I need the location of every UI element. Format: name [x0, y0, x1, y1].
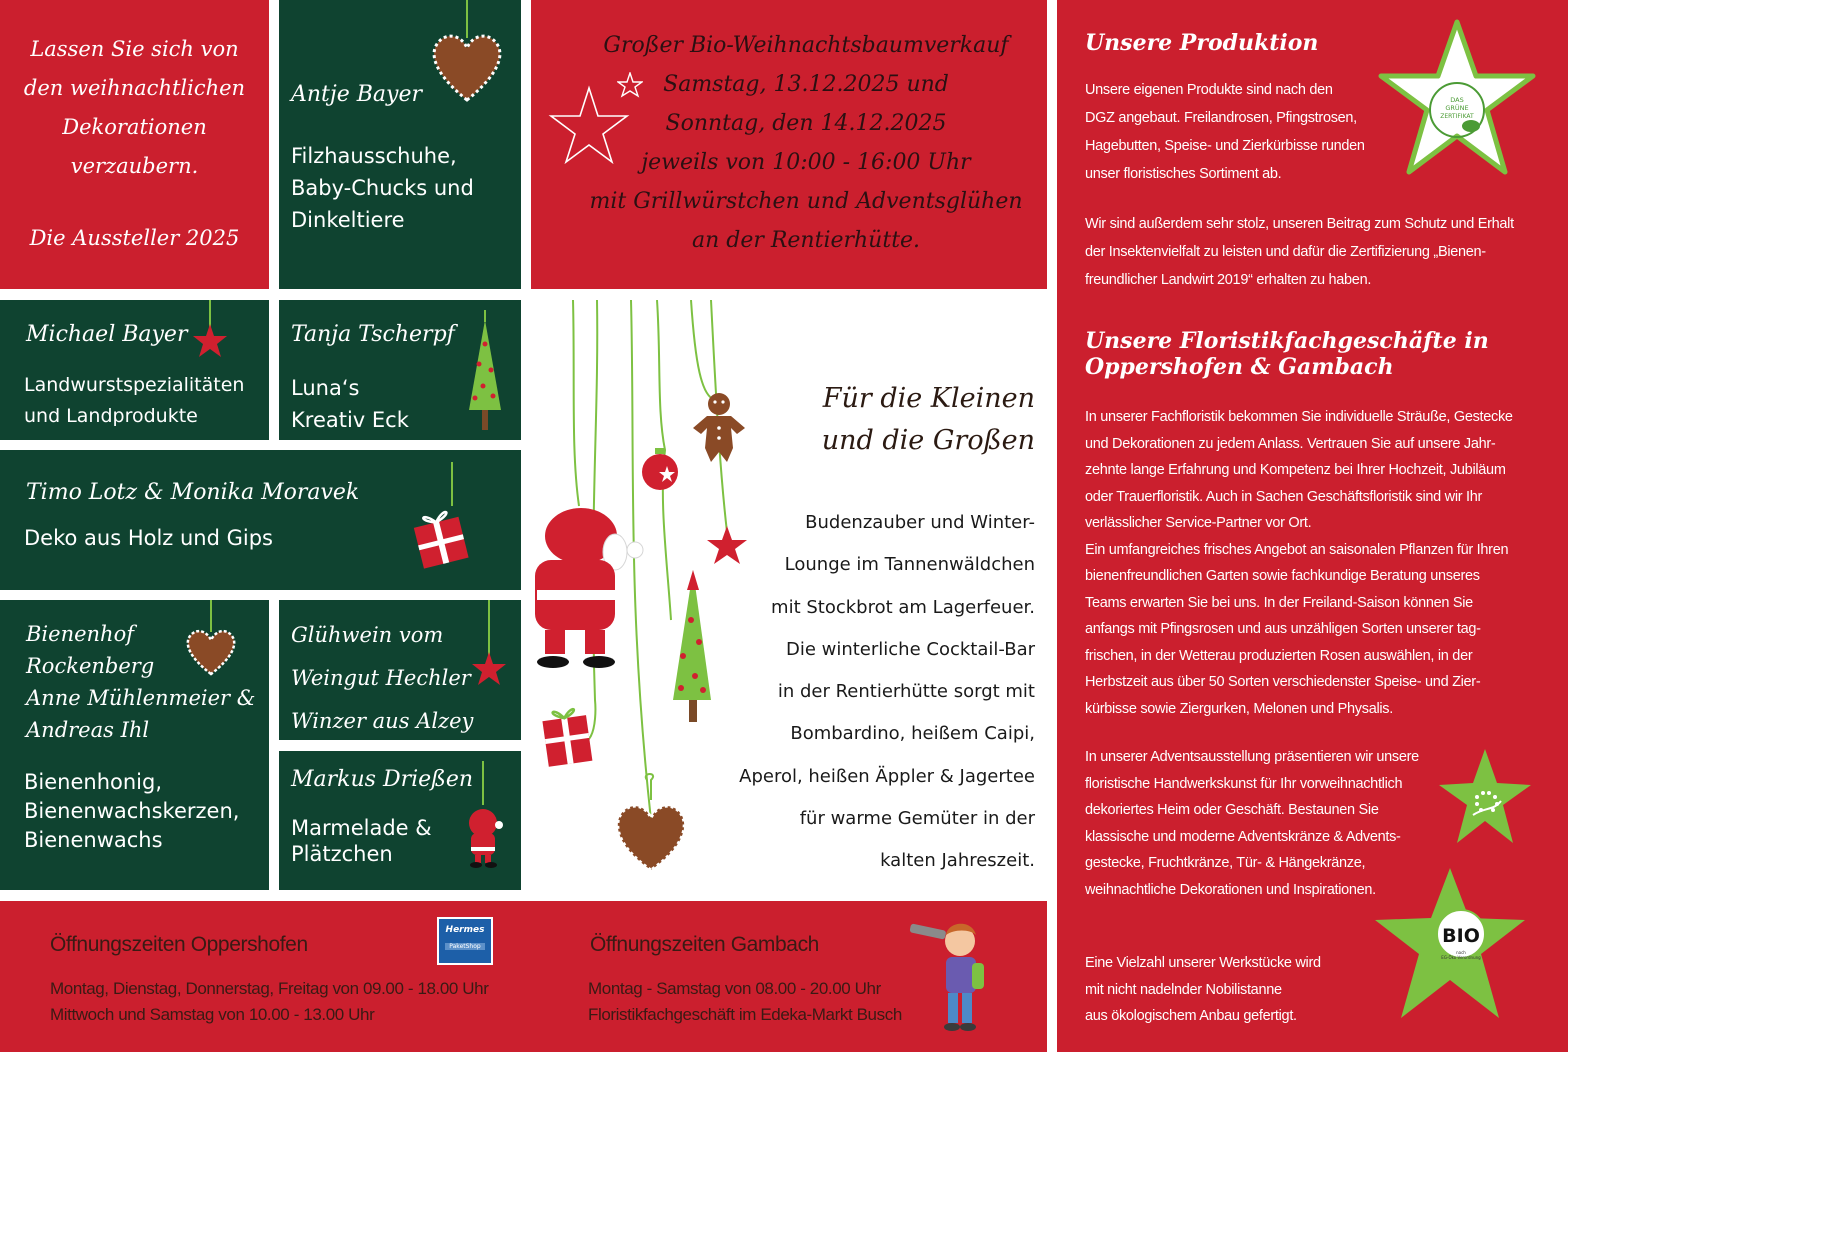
gingerbread-man-icon — [693, 393, 745, 462]
kids-line: Lounge im Tannenwäldchen — [784, 554, 1035, 576]
svg-text:nach: nach — [1456, 950, 1466, 955]
intro-text: Lassen Sie sich von den weihnachtlichen Dekorationen verzaubern. — [23, 37, 246, 178]
hours-box — [0, 901, 1047, 1052]
hours-line: Floristikfachgeschäft im Edeka-Markt Busch — [588, 1005, 902, 1024]
hours-title-gambach: Öffnungszeiten Gambach — [590, 933, 819, 956]
shops-title: Unsere Floristikfachgeschäfte in Oppershofen & Gambach — [1085, 328, 1489, 380]
event-line: Sonntag, den 14.12.2025 — [665, 111, 947, 136]
kids-line: mit Stockbrot am Lagerfeuer. — [771, 596, 1035, 618]
star-icon — [617, 72, 643, 98]
child-telescope-icon — [908, 917, 998, 1035]
event-line: Samstag, 13.12.2025 und — [663, 72, 949, 97]
exhibitor-name: Timo Lotz & Monika Moravek — [26, 480, 360, 505]
kids-line: Die winterliche Cocktail-Bar — [785, 638, 1035, 660]
exhibitor-name: Antje Bayer — [291, 82, 422, 107]
exhibitor-products: Bienenhonig, Bienenwachskerzen, Bienenwachs — [24, 770, 240, 852]
bauble-icon — [642, 448, 678, 490]
svg-text:ZERTIFIKAT: ZERTIFIKAT — [1440, 113, 1474, 120]
exhibitor-card-markus-driessen — [279, 751, 521, 890]
dgz-badge-icon — [1375, 18, 1539, 178]
exhibitor-card-michael-bayer — [0, 300, 269, 440]
santa-icon — [463, 761, 513, 871]
kids-panel — [531, 300, 1047, 890]
hermes-brand: Hermes — [445, 925, 485, 935]
event-box — [531, 0, 1047, 289]
star-icon — [190, 300, 230, 360]
santa-icon — [535, 508, 643, 668]
christmas-tree-icon — [673, 570, 711, 722]
event-text — [571, 26, 1041, 260]
exhibitor-card-antje-bayer — [279, 0, 521, 289]
exhibitor-products: Filzhausschuhe, Baby-Chucks und Dinkeltiere — [291, 144, 474, 232]
hermes-sub: PaketShop — [445, 943, 485, 950]
svg-text:GRÜNE: GRÜNE — [1445, 104, 1469, 112]
event-line: Großer Bio-Weihnachtsbaumverkauf — [603, 33, 1009, 58]
svg-text:EG-Öko-Verordnung: EG-Öko-Verordnung — [1441, 955, 1481, 960]
kids-line: für warme Gemüter in der — [799, 808, 1035, 830]
production-text-2: Wir sind außerdem sehr stolz, unseren Beitrag zum Schutz und Erhalt der Insektenvielfalt zu leisten und dafür die Zertifizierung „Bienen- freundlicher Landwirt 2019“ erhalten zu haben. — [1085, 216, 1514, 288]
shops-text-3: Eine Vielzahl unserer Werkstücke wird mit nicht nadelnder Nobilistanne aus ökologischem Anbau gefertigt. — [1085, 955, 1321, 1024]
exhibitor-card-tanja-tscherpf — [279, 300, 521, 440]
hours-line: Montag - Samstag von 08.00 - 20.00 Uhr — [588, 979, 881, 998]
event-line: mit Grillwürstchen und Adventsglühen — [589, 189, 1023, 214]
hanging-ornaments — [531, 300, 761, 890]
production-title: Unsere Produktion — [1085, 30, 1319, 56]
kids-line: Budenzauber und Winter- — [805, 512, 1035, 533]
exhibitor-name: Tanja Tscherpf — [291, 322, 455, 347]
hermes-logo-icon — [437, 917, 493, 965]
event-line: an der Rentierhütte. — [691, 228, 921, 253]
exhibitor-products: Marmelade & Plätzchen — [291, 816, 432, 866]
intro-signature: Die Aussteller 2025 — [29, 226, 240, 250]
kids-line: Bombardino, heißem Caipi, — [790, 723, 1035, 745]
hours-title-oppershofen: Öffnungszeiten Oppershofen — [50, 933, 308, 956]
star-icon — [707, 526, 747, 564]
exhibitor-products: Deko aus Holz und Gips — [24, 526, 273, 550]
gift-icon — [410, 462, 470, 574]
kids-title: Für die Kleinen und die Großen — [821, 383, 1035, 456]
exhibitor-name: Bienenhof Rockenberg Anne Mühlenmeier & Andreas Ihl — [26, 622, 256, 742]
exhibitor-name: Michael Bayer — [26, 322, 188, 347]
bio-badge-icon — [1369, 862, 1531, 1026]
exhibitor-card-bienenhof — [0, 600, 269, 890]
kids-line: kalten Jahreszeit. — [880, 850, 1035, 872]
exhibitor-card-weingut-hechler — [279, 600, 521, 740]
svg-text:DAS: DAS — [1450, 96, 1464, 104]
exhibitor-name: Glühwein vom Weingut Hechler Winzer aus Alzey — [291, 623, 474, 733]
eu-organic-badge-icon — [1437, 745, 1533, 849]
kids-line: Aperol, heißen Äppler & Jagertee — [739, 765, 1035, 787]
production-text: Unsere eigenen Produkte sind nach den DGZ angebaut. Freilandrosen, Pfingstrosen, Hagebutten, Speise- und Zierkürbisse runden unser floristisches Sortiment ab. — [1085, 82, 1365, 182]
kids-line: in der Rentierhütte sorgt mit — [777, 681, 1035, 703]
event-line: jeweils von 10:00 - 16:00 Uhr — [641, 150, 971, 175]
info-column — [1057, 0, 1568, 1052]
exhibitor-products: Landwurstspezialitäten und Landprodukte — [24, 374, 245, 427]
christmas-tree-icon — [465, 310, 505, 432]
hours-line: Montag, Dienstag, Donnerstag, Freitag von 09.00 - 18.00 Uhr — [50, 979, 489, 998]
exhibitor-products: Luna‘s Kreativ Eck — [291, 376, 409, 432]
star-icon — [469, 600, 509, 692]
intro-box — [0, 0, 269, 289]
hours-line: Mittwoch und Samstag von 10.00 - 13.00 Uhr — [50, 1005, 375, 1024]
exhibitor-card-timo-lotz — [0, 450, 521, 590]
heart-ornament-icon — [184, 600, 238, 678]
gift-icon — [541, 707, 592, 766]
shops-text-2: In unserer Adventsausstellung präsentieren wir unsere floristische Handwerkskunst für Ihr vorweihnachtlich dekoriertes Heim oder Geschäft. Bestaunen Sie klassische und moderne Adventskränze & Advents- gestecke, Fruchtkränze, Tür- & Hängekränze, weihnachtliche Dekorationen und Inspirationen. — [1085, 749, 1419, 898]
exhibitor-name: Markus Drießen — [291, 767, 474, 792]
heart-ornament-icon — [429, 0, 505, 104]
heart-ornament-icon — [618, 774, 684, 870]
shops-text: In unserer Fachfloristik bekommen Sie individuelle Sträuße, Gestecke und Dekorationen zu jedem Anlass. Vertrauen Sie auf unsere Jahr- zehnte lange Erfahrung und Kompetenz bei Ihrer Hochzeit, Jubiläum oder Trauerfloristik. Auch in Sachen Geschäftsfloristik sind wir Ihr verlässlicher Service-Partner vor Ort. Ein umfangreiches frisches Angebot an saisonalen Pflanzen für Ihren bienenfreundlichen Garten sowie fachkundige Beratung unseres Teams erwarten Sie bei uns. In der Freiland-Saison können Sie anfangs mit Pfingsrosen und aus unzähligen Sorten unserer tag- frischen, in der Wetterau produzierten Rosen auswählen, in der Herbstzeit aus über 50 Sorten verschiedenster Speise- und Zier- kürbisse sowie Ziergurken, Melonen und Physalis. — [1085, 409, 1513, 717]
svg-text:BIO: BIO — [1442, 925, 1480, 947]
